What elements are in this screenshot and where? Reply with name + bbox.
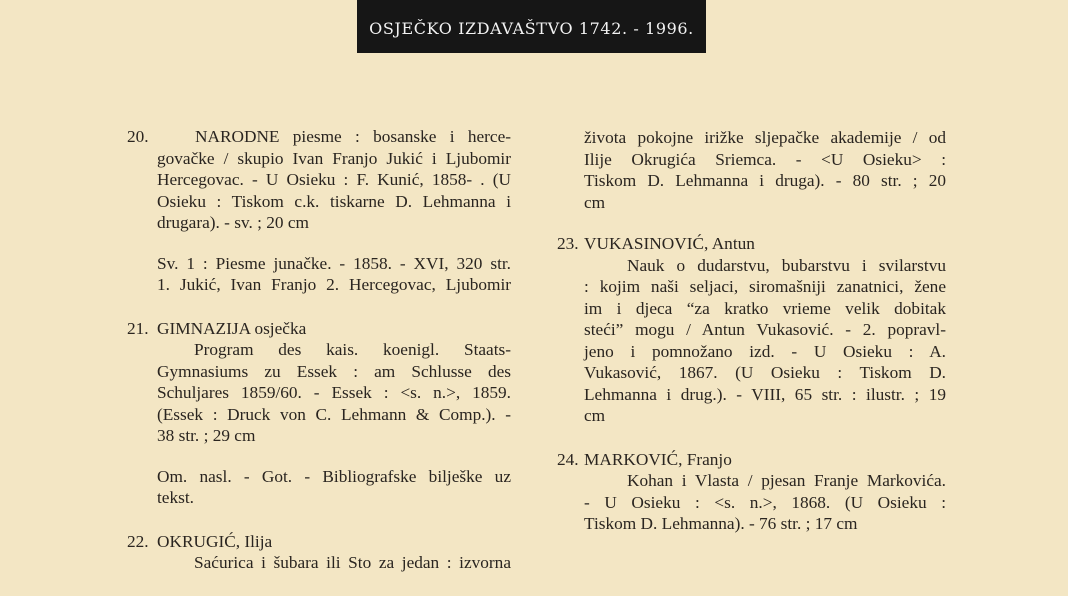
entry-line: života pokojne irižke sljepačke akademije / od	[584, 128, 946, 147]
entry-line: drugara). - sv. ; 20 cm	[157, 213, 309, 232]
entry-line: Vukasović, 1867. (U Osieku : Tiskom D.	[584, 363, 946, 382]
entry-22	[127, 531, 511, 574]
entry-20	[127, 126, 511, 296]
entry-line: Schuljares 1859/60. - Essek : <s. n.>, 1859.	[157, 383, 511, 402]
entry-line: im i djeca “za kratko vrieme velik dobitak	[584, 298, 946, 318]
note-line: tekst.	[157, 488, 194, 507]
entry-line: NARODNE piesme : bosanske i herce-	[195, 127, 511, 146]
entry-line: Tiskom D. Lehmanna). - 76 str. ; 17 cm	[584, 514, 858, 533]
entry-line: : kojim naši seljaci, siromašniji zanatnici, žene	[584, 277, 946, 296]
entry-number: 22.	[127, 531, 149, 551]
entry-line: steći” mogu / Antun Vukasović. - 2. popravl-	[584, 320, 946, 339]
entry-heading: GIMNAZIJA osječka	[157, 318, 307, 338]
entry-notes	[127, 466, 511, 509]
entry-line: cm	[584, 192, 606, 212]
entry-number: 24.	[557, 449, 579, 469]
entry-line: Kohan i Vlasta / pjesan Franje Markovića.	[627, 471, 946, 490]
entry-line: 38 str. ; 29 cm	[157, 426, 256, 445]
entry-line: Tiskom D. Lehmanna i druga). - 80 str. ; 20	[584, 171, 946, 190]
entry-22-continuation	[557, 127, 946, 213]
entry-line: cm	[584, 406, 606, 425]
entry-line: jeno i pomnožano izd. - U Osieku : A.	[584, 341, 946, 361]
entry-line: Gymnasiums zu Essek : am Schlusse des	[157, 361, 511, 381]
entry-line: - U Osieku : <s. n.>, 1868. (U Osieku :	[584, 492, 946, 512]
entry-24	[557, 449, 946, 535]
entry-heading: MARKOVIĆ, Franjo	[584, 449, 732, 469]
entry-line: Saćurica i šubara ili Sto za jedan : izvorna	[194, 553, 511, 572]
note-line: Sv. 1 : Piesme junačke. - 1858. - XVI, 320 str.	[157, 253, 511, 273]
entry-heading: VUKASINOVIĆ, Antun	[584, 234, 755, 253]
entry-line: Lehmanna i drug.). - VIII, 65 str. : ilustr. ; 19	[584, 384, 946, 404]
entry-line: Ilije Okrugića Sriemca. - <U Osieku> :	[584, 149, 946, 169]
left-column	[127, 126, 511, 596]
entry-line: Osieku : Tiskom c.k. tiskarne D. Lehmanna i	[157, 191, 511, 211]
right-column	[557, 127, 946, 557]
entry-heading: OKRUGIĆ, Ilija	[157, 531, 273, 551]
entry-23	[557, 233, 946, 427]
entry-line: (Essek : Druck von C. Lehmann & Comp.). -	[157, 404, 511, 424]
entry-line: Nauk o dudarstvu, bubarstvu i svilarstvu	[627, 255, 946, 275]
entry-notes	[127, 253, 511, 296]
header-title: OSJEČKO IZDAVAŠTVO 1742. - 1996.	[369, 19, 694, 38]
entry-number: 21.	[127, 318, 149, 338]
entry-number: 23.	[557, 234, 579, 253]
entry-line: Program des kais. koenigl. Staats-	[194, 340, 511, 359]
entry-line: Hercegovac. - U Osieku : F. Kunić, 1858- . (U	[157, 170, 511, 189]
page-header	[357, 0, 706, 53]
entry-21	[127, 318, 511, 509]
note-line: Om. nasl. - Got. - Bibliografske bilješke uz	[157, 466, 511, 486]
entry-number: 20.	[127, 127, 149, 146]
entry-line: govačke / skupio Ivan Franjo Jukić i Ljubomir	[157, 148, 511, 168]
note-line: 1. Jukić, Ivan Franjo 2. Hercegovac, Ljubomir	[157, 275, 511, 294]
